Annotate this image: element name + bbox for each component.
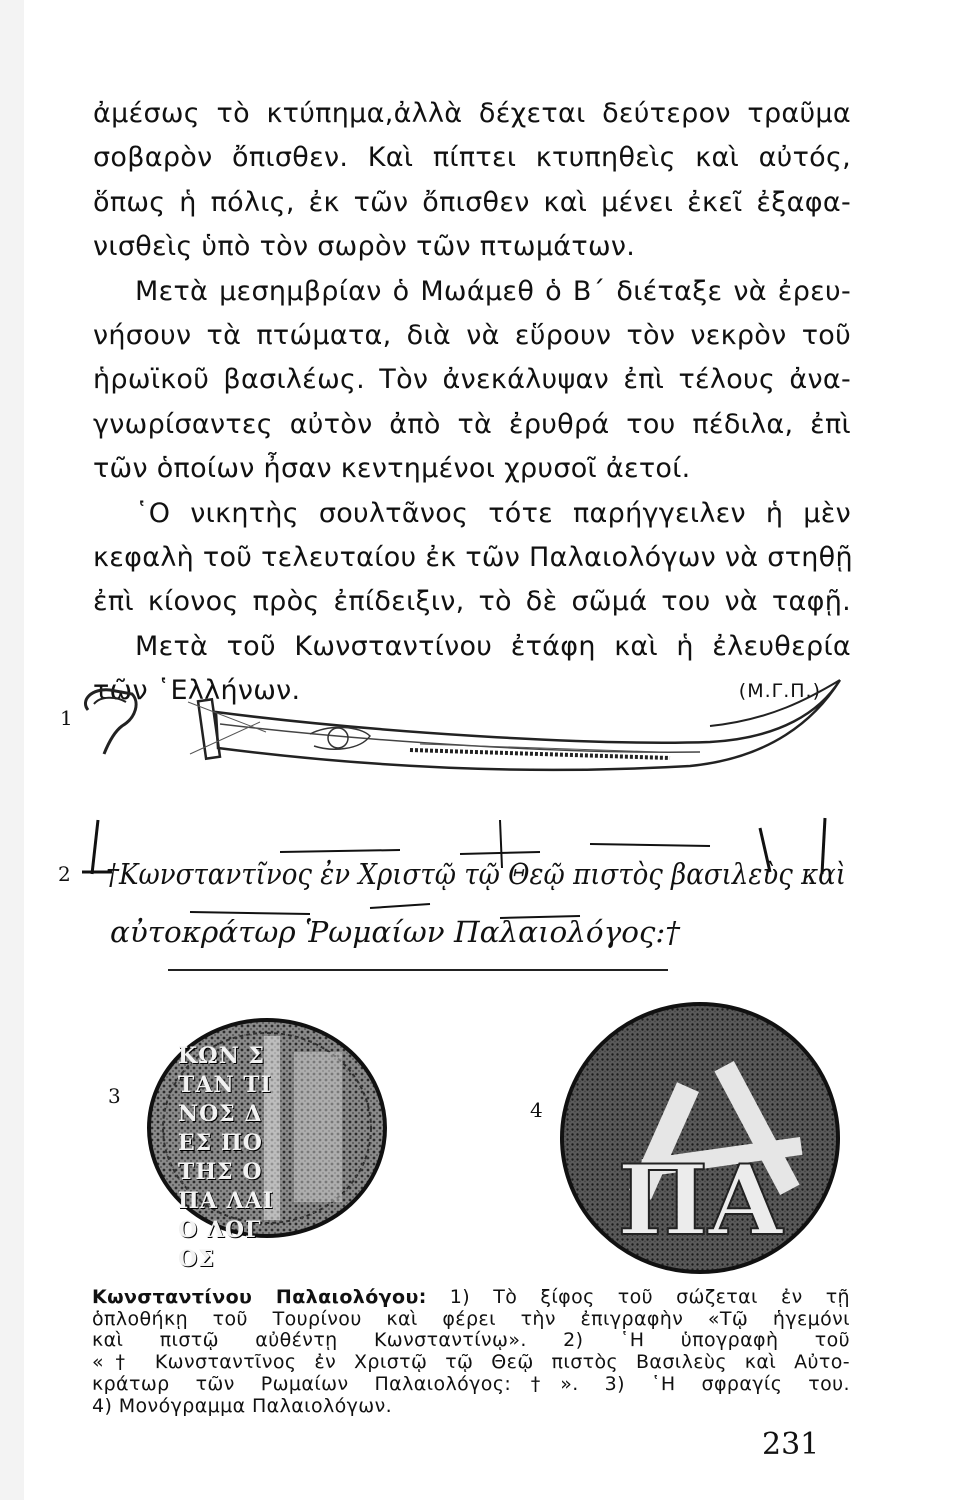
caption-text: 1) Τὸ ξίφος τοῦ σώζεται ἐν τῇ xyxy=(426,1286,850,1308)
sword-illustration xyxy=(70,662,860,792)
figure-number-2: 2 xyxy=(58,862,71,886)
body-line: ἐπὶ κίονος πρὸς ἐπίδειξιν, τὸ δὲ σῶμά του νὰ ταφῇ. xyxy=(93,586,851,618)
body-line: κεφαλὴ τοῦ τελευταίου ἐκ τῶν Παλαιολόγων νὰ στηθῇ xyxy=(93,542,853,574)
handwritten-signature xyxy=(70,812,850,962)
body-line: τῶν ὁποίων ἦσαν κεντημένοι χρυσοῖ ἀετοί. xyxy=(93,453,691,485)
body-text xyxy=(93,92,851,714)
caption-line: κράτωρ τῶν Ρωμαίων Παλαιολόγος:†». 3) ῾Η σφραγίς του. xyxy=(92,1372,850,1395)
seal-inscription: ΚΩΝ ΣΤΑΝ ΤΙΝΟΣ ΔΕΣ ΠΟΤΗΣ Ο ΠΑ ΛΑΙΟ ΛΟΓΟΣ xyxy=(178,1043,274,1272)
body-line: ῾Ο νικητὴς σουλτᾶνος τότε παρήγγειλεν ἡ μὲν xyxy=(135,497,851,529)
body-line: νισθεὶς ὑπὸ τὸν σωρὸν τῶν πτωμάτων. xyxy=(93,231,636,263)
monogram-image xyxy=(556,998,846,1278)
caption-line: «† Κωνσταντῖνος ἐν Χριστῷ τῷ Θεῷ πιστὸς Βασιλεὺς καὶ Αὐτο- xyxy=(92,1351,850,1374)
monogram-letters: ΠΑ xyxy=(617,1144,783,1257)
figure-number-1: 1 xyxy=(60,706,73,730)
caption-line xyxy=(92,1287,850,1309)
body-line: γνωρίσαντες αὐτὸν ἀπὸ τὰ ἐρυθρά του πέδιλα, ἐπὶ xyxy=(93,408,851,440)
seal-image xyxy=(144,1012,394,1272)
caption-title: Κωνσταντίνου Παλαιολόγου: xyxy=(92,1286,427,1308)
figure-number-4: 4 xyxy=(530,1098,543,1122)
page-edge xyxy=(0,0,24,1500)
body-line: ἀμέσως τὸ κτύπημα,ἀλλὰ δέχεται δεύτερον τραῦμα xyxy=(93,98,851,129)
caption-line: ὁπλοθήκῃ τοῦ Τουρίνου καὶ φέρει τὴν ἐπιγραφὴν «Τῷ ἡγεμόνι xyxy=(92,1307,850,1330)
body-line: Μετὰ μεσημβρίαν ὁ Μωάμεθ ὁ Β΄ διέταξε νὰ ἐρευ- xyxy=(135,275,851,307)
figure-caption xyxy=(92,1287,850,1417)
body-line: νήσουν τὰ πτώματα, διὰ νὰ εὕρουν τὸν νεκρὸν τοῦ xyxy=(93,320,851,352)
body-line: ἡρωϊκοῦ βασιλέως. Τὸν ἀνεκάλυψαν ἐπὶ τέλους ἀνα- xyxy=(93,364,851,396)
body-line: ὅπως ἡ πόλις, ἐκ τῶν ὄπισθεν καὶ μένει ἐκεῖ ἐξαφα- xyxy=(93,186,851,218)
signature-line-2: αὐτοκράτωρ Ῥωμαίων Παλαιολόγος:† xyxy=(110,915,681,949)
author-initials: (Μ.Γ.Π.) xyxy=(738,680,821,703)
figure-number-3: 3 xyxy=(108,1084,121,1108)
body-line: σοβαρὸν ὄπισθεν. Καὶ πίπτει κτυπηθεὶς καὶ αὐτός, xyxy=(93,142,851,174)
divider xyxy=(168,969,668,971)
signature-line-1: †Κωνσταντῖνος ἐν Χριστῷ τῷ Θεῷ πιστὸς βασιλεὺς καὶ xyxy=(106,857,846,891)
caption-line: 4) Μονόγραμμα Παλαιολόγων. xyxy=(92,1394,393,1417)
caption-line: καὶ πιστῷ αὐθέντῃ Κωνσταντίνῳ». 2) ῾Η ὑπογραφὴ τοῦ xyxy=(92,1329,850,1352)
body-line: τῶν ῾Ελλήνων. xyxy=(93,675,301,707)
page-number: 231 xyxy=(762,1427,820,1462)
body-line: Μετὰ τοῦ Κωνσταντίνου ἐτάφη καὶ ἡ ἐλευθερία xyxy=(135,630,851,662)
